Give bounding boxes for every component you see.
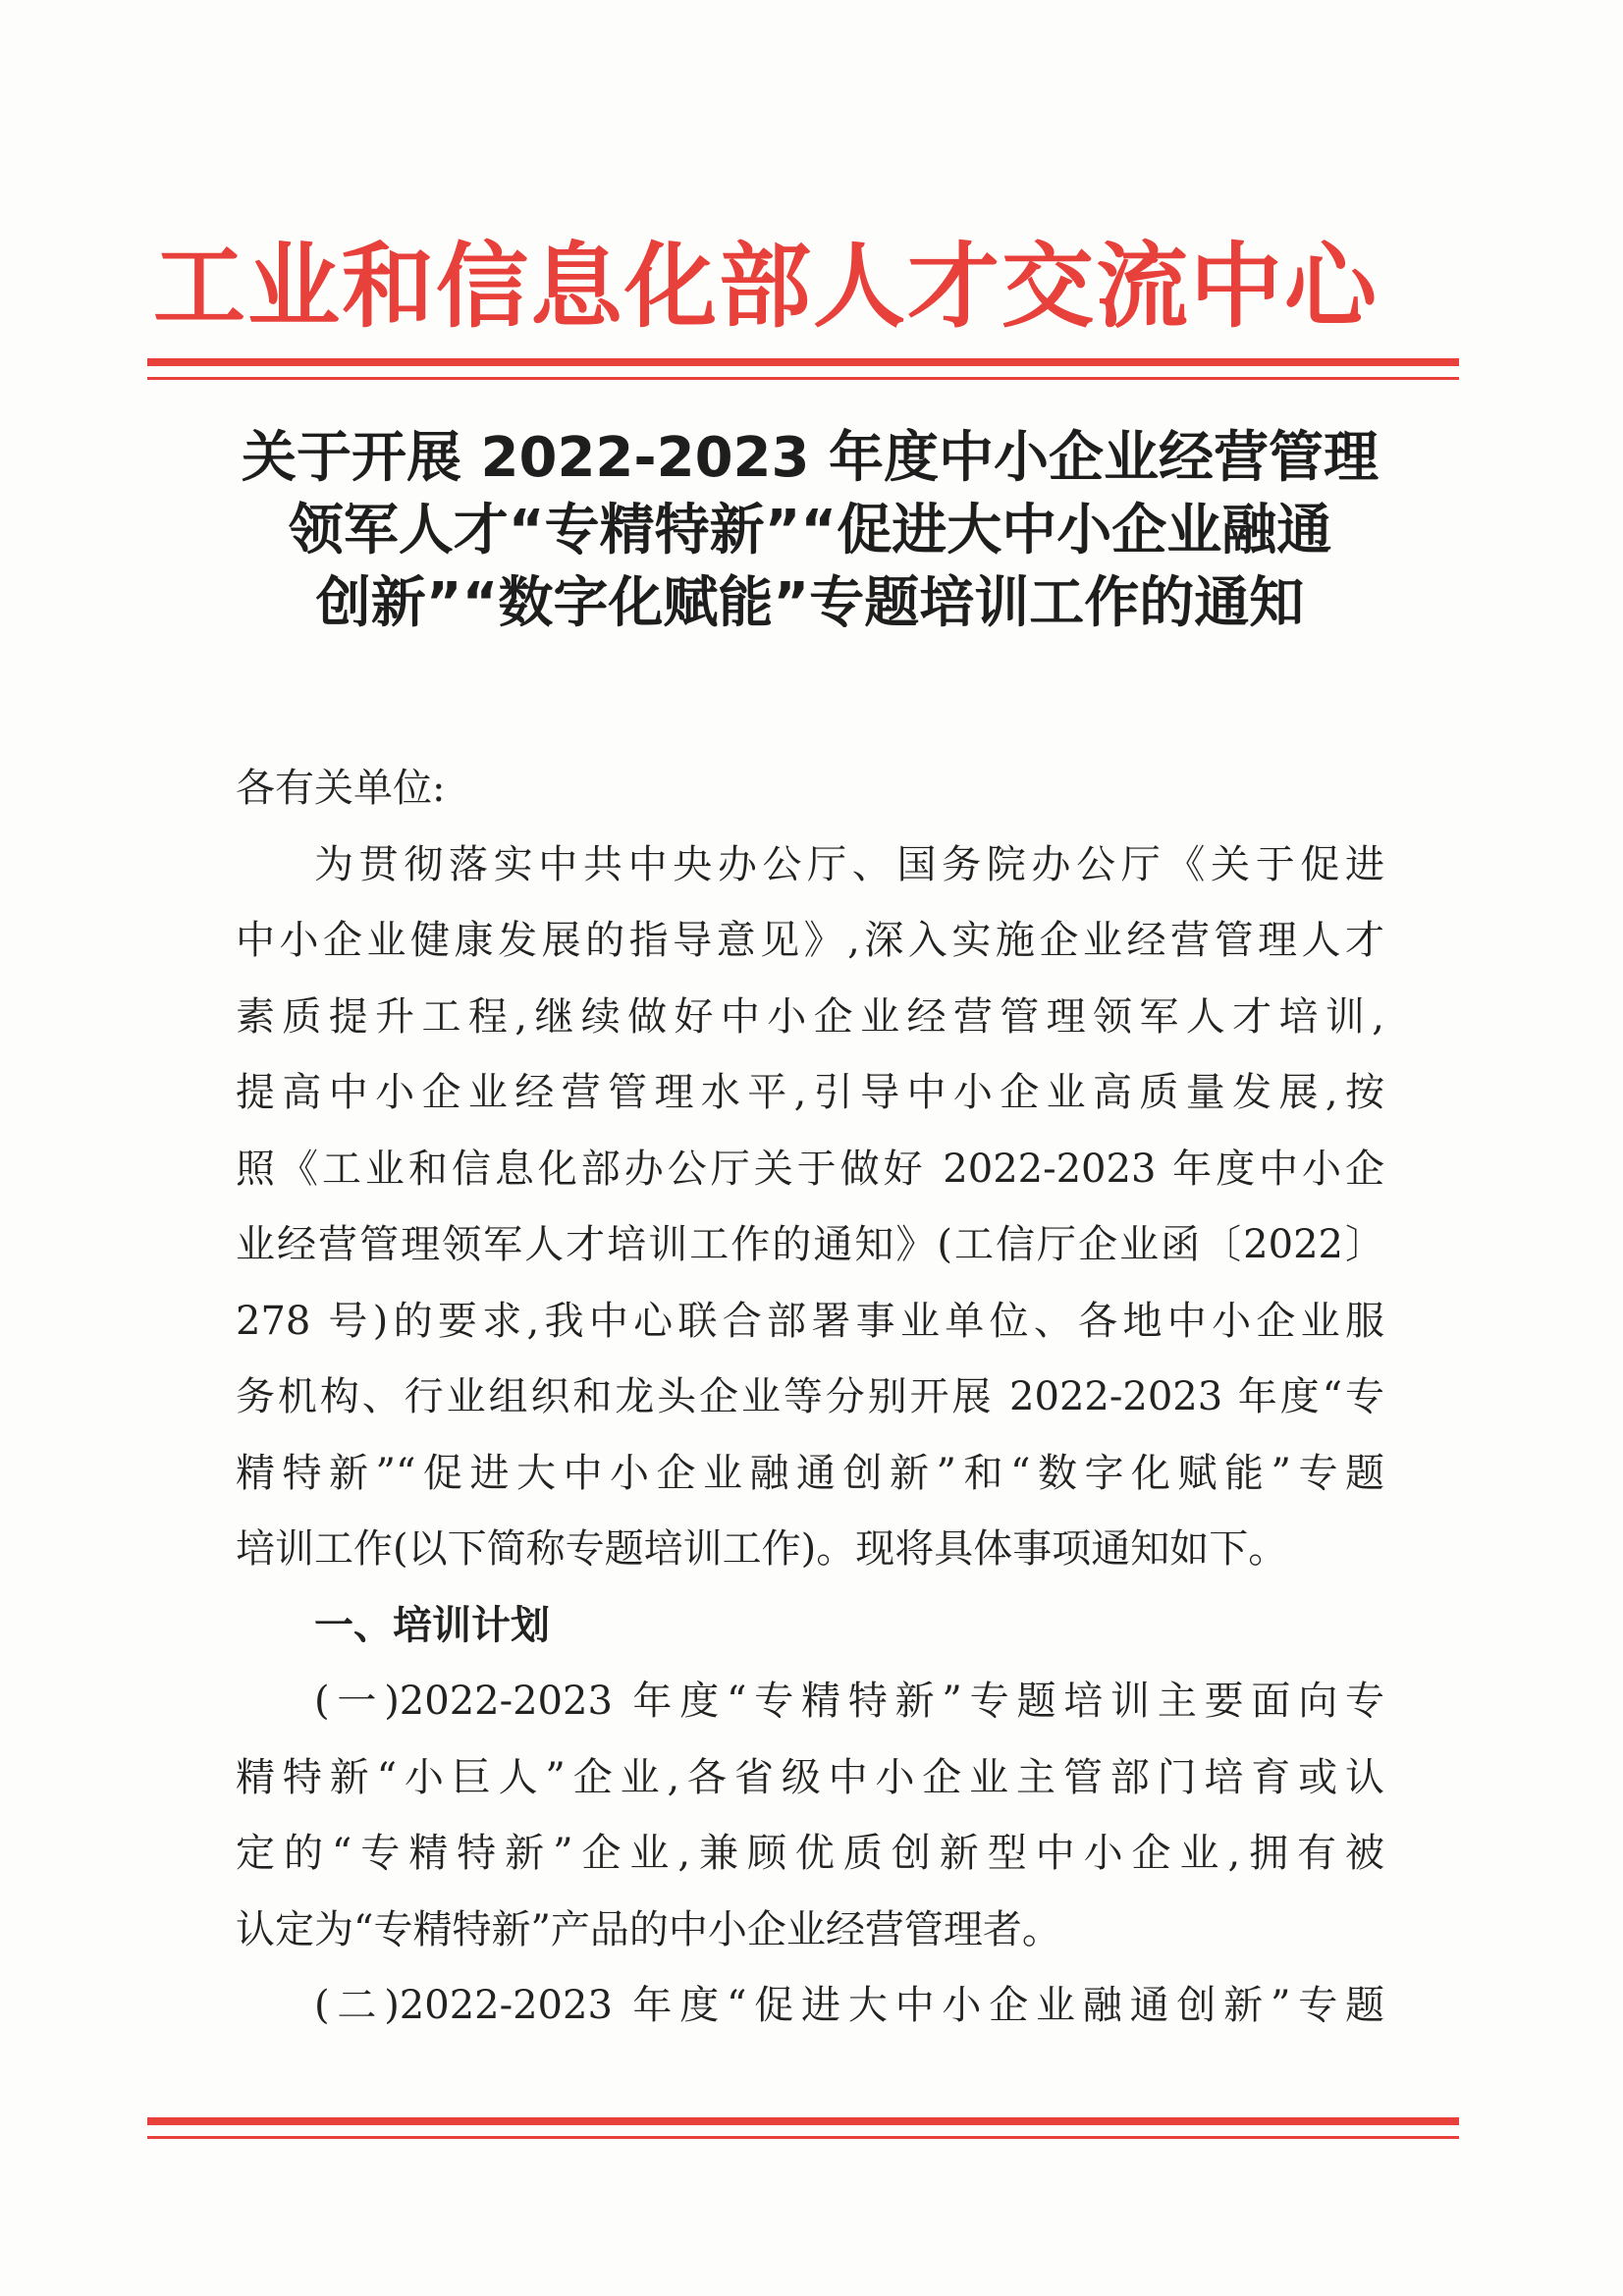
document-body (236, 751, 1384, 2045)
body-line: 素质提升工程,继续做好中小企业经营管理领军人才培训, (236, 993, 1384, 1040)
body-line: (二)2022-2023 年度“促进大中小企业融通创新”专题 (314, 1983, 1384, 2028)
body-line: 精特新“小巨人”企业,各省级中小企业主管部门培育或认 (236, 1754, 1384, 1800)
title-line: 创新”“数字化赋能”专题培训工作的通知 (315, 571, 1305, 635)
body-line: 定的“专精特新”企业,兼顾优质创新型中小企业,拥有被 (236, 1831, 1384, 1876)
letterhead-org-name: 工业和信息化部人才交流中心 (152, 233, 1379, 341)
title-line: 领军人才“专精特新”“促进大中小企业融通 (288, 499, 1332, 562)
body-line: 中小企业健康发展的指导意见》,深入实施企业经营管理人才 (236, 918, 1384, 963)
footer-rule-thick (147, 2117, 1459, 2125)
title-line: 关于开展 2022-2023 年度中小企业经营管理 (242, 426, 1379, 490)
footer-rule-thin (147, 2136, 1459, 2139)
paragraph-item-1 (236, 1664, 1384, 1968)
paragraph-item-2 (236, 1968, 1384, 2045)
letterhead-rule-thin (147, 377, 1459, 380)
body-line: 照《工业和信息化部办公厅关于做好 2022-2023 年度中小企 (236, 1146, 1384, 1192)
body-line: 业经营管理领军人才培训工作的通知》(工信厅企业函〔2022〕 (236, 1222, 1384, 1267)
section-heading: 一、培训计划 (314, 1602, 550, 1648)
body-line: 务机构、行业组织和龙头企业等分别开展 2022-2023 年度“专 (236, 1374, 1384, 1419)
body-line: 提高中小企业经营管理水平,引导中小企业高质量发展,按 (236, 1070, 1384, 1115)
body-line: 认定为“专精特新”产品的中小企业经营管理者。 (236, 1906, 1061, 1952)
body-line: (一)2022-2023 年度“专精特新”专题培训主要面向专 (314, 1679, 1384, 1724)
document-title (177, 422, 1443, 640)
letterhead-rule-thick (147, 358, 1459, 366)
body-line: 为贯彻落实中共中央办公厅、国务院办公厅《关于促进 (314, 841, 1384, 887)
paragraph-intro (236, 828, 1384, 1588)
body-line: 278 号)的要求,我中心联合部署事业单位、各地中小企业服 (236, 1298, 1384, 1344)
salutation: 各有关单位: (236, 766, 446, 811)
body-line: 培训工作(以下简称专题培训工作)。现将具体事项通知如下。 (236, 1526, 1288, 1572)
body-line: 精特新”“促进大中小企业融通创新”和“数字化赋能”专题 (236, 1450, 1384, 1496)
